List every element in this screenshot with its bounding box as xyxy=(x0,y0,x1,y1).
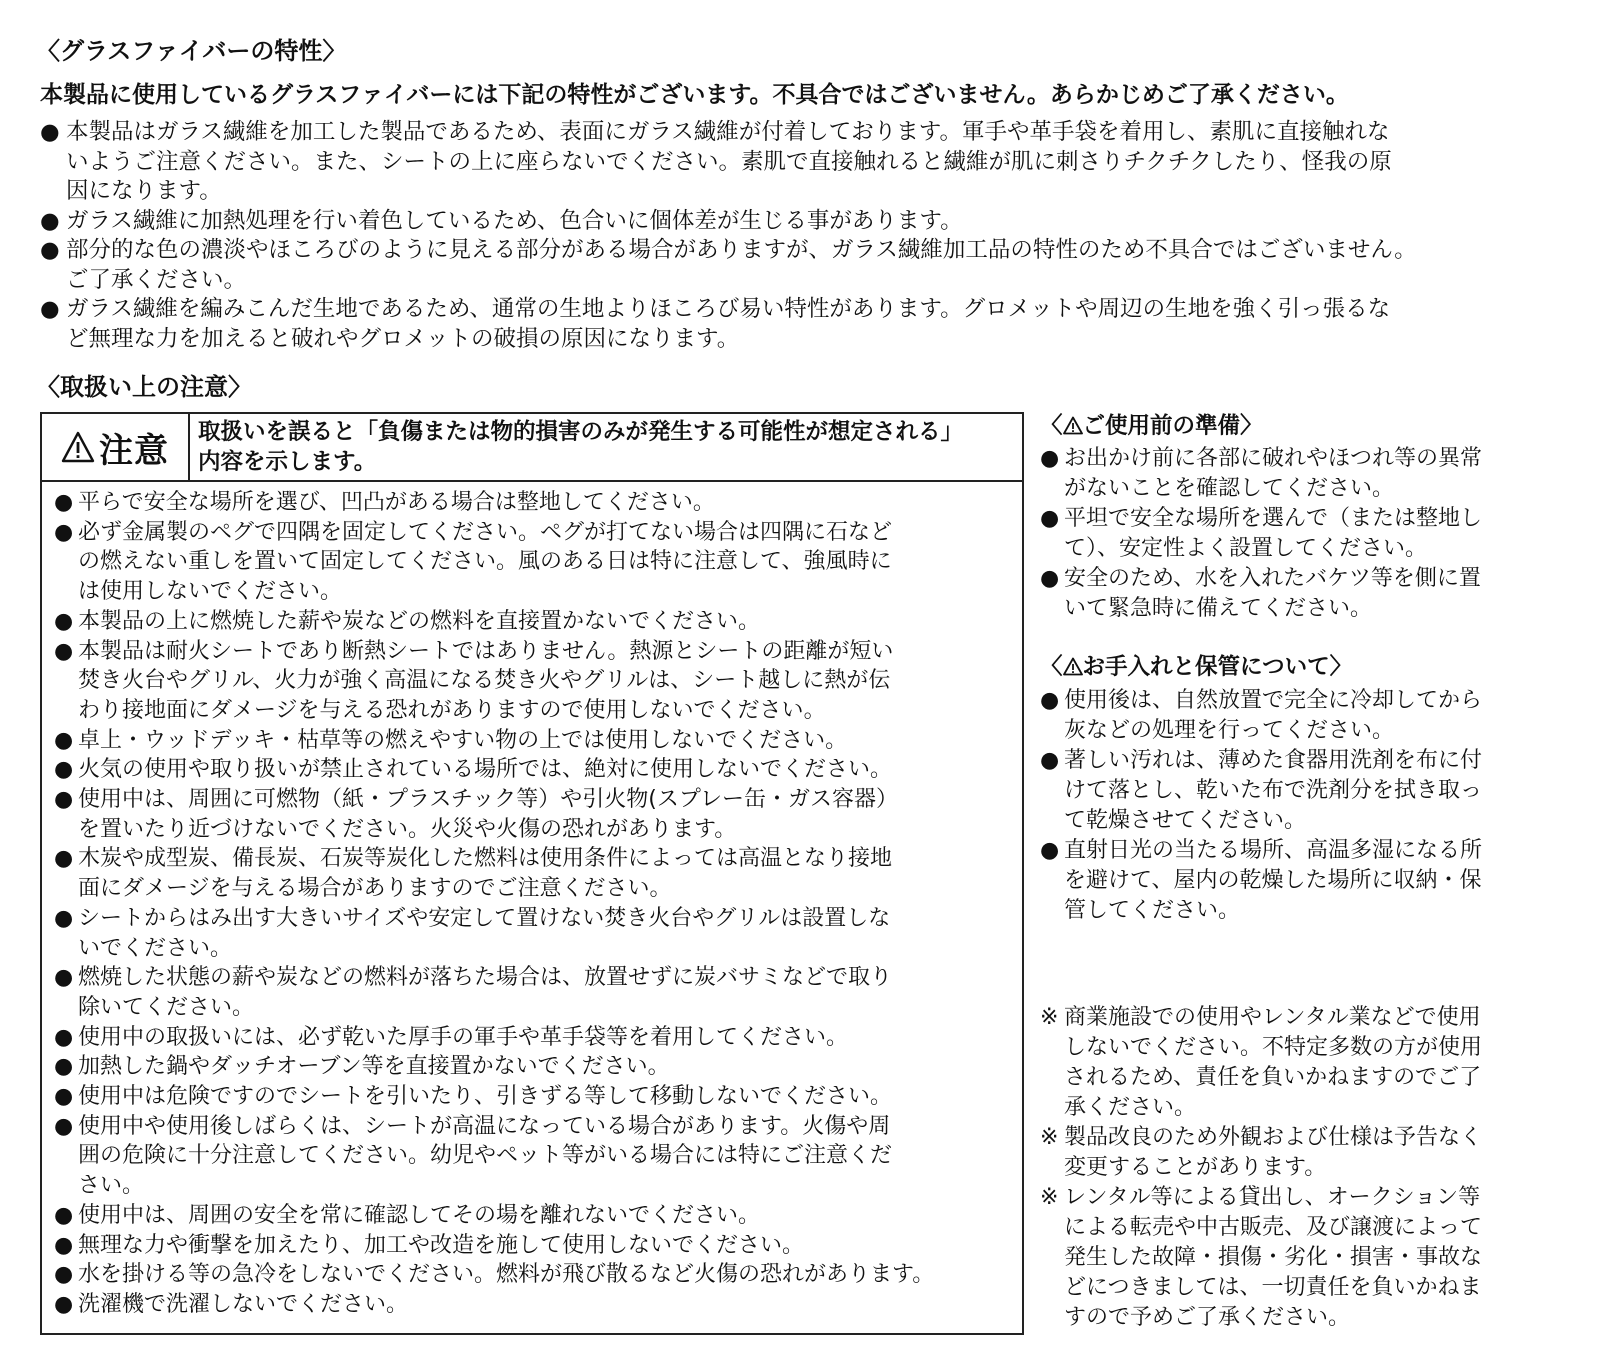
note-item-line: 製品改良のため外観および仕様は予告なく xyxy=(1064,1125,1483,1150)
note-item xyxy=(1040,1003,1482,1123)
prep-item xyxy=(1040,444,1482,504)
prep-item-line: お出かけ前に各部に破れやほつれ等の異常 xyxy=(1064,446,1483,471)
handling-item xyxy=(54,607,934,637)
handling-item-line: 燃焼した状態の薪や炭などの燃料が落ちた場合は、放置せずに炭バサミなどで取り xyxy=(78,965,893,991)
caution-description-line: 取扱いを誤ると「負傷または物的損害のみが発生する可能性が想定される」 xyxy=(198,419,964,445)
handling-item xyxy=(54,637,934,726)
handling-item-line: の燃えない重しを置いて固定してください。風のある日は特に注意して、強風時に xyxy=(78,549,892,575)
caution-badge xyxy=(42,414,190,480)
caution-box xyxy=(40,412,1024,1335)
care-item-line: けて落とし、乾いた布で洗剤分を拭き取っ xyxy=(1064,778,1483,803)
handling-item-line: 水を掛ける等の急冷をしないでください。燃料が飛び散るなど火傷の恐れがあります。 xyxy=(78,1262,935,1288)
prep-title xyxy=(1040,411,1263,441)
care-item-line: 直射日光の当たる場所、高温多湿になる所 xyxy=(1064,838,1483,863)
care-item-line: 著しい汚れは、薄めた食器用洗剤を布に付 xyxy=(1064,748,1483,773)
note-item-line: 発生した故障・損傷・劣化・損害・事故な xyxy=(1064,1245,1483,1270)
note-mark: ※ xyxy=(1040,1005,1059,1030)
care-title xyxy=(1040,652,1352,682)
care-item-line: て乾燥させてください。 xyxy=(1064,808,1307,833)
handling-item xyxy=(54,963,934,1022)
handling-item-line: 卓上・ウッドデッキ・枯草等の燃えやすい物の上では使用しないでください。 xyxy=(78,727,848,753)
bullet-mark: ● xyxy=(54,519,74,545)
bullet-mark: ● xyxy=(54,1054,74,1080)
glass-fiber-item-line: ガラス繊維に加熱処理を行い着色しているため、色合いに個体差が生じる事があります。 xyxy=(66,207,963,234)
glass-fiber-item xyxy=(40,207,1560,237)
prep-item-line: 安全のため、水を入れたバケツ等を側に置 xyxy=(1064,566,1481,591)
handling-item xyxy=(54,1290,934,1320)
caution-header xyxy=(42,414,1022,482)
handling-item xyxy=(54,844,934,903)
prep-item-line: て）、安定性よく設置してください。 xyxy=(1064,536,1428,561)
warning-triangle-icon xyxy=(61,431,95,463)
bullet-mark: ● xyxy=(1040,838,1060,863)
care-title-bracket: 〈 xyxy=(1040,654,1063,680)
notes-list xyxy=(1040,1003,1482,1333)
glass-fiber-item xyxy=(40,236,1560,295)
glass-fiber-item-line: ご了承ください。 xyxy=(66,266,247,293)
prep-item xyxy=(1040,504,1482,564)
note-item-line: レンタル等による貸出し、オークション等 xyxy=(1064,1185,1481,1210)
glass-fiber-item-line: ガラス繊維を編みこんだ生地であるため、通常の生地よりほころび易い特性があります。グロメットや周辺の生地を強く引っ張るな xyxy=(66,296,1391,322)
bullet-mark: ● xyxy=(54,1262,74,1288)
care-item xyxy=(1040,686,1482,746)
care-item-line: 灰などの処理を行ってください。 xyxy=(1064,718,1395,743)
bullet-mark: ● xyxy=(54,965,74,991)
glass-fiber-intro: 本製品に使用しているグラスファイバーには下記の特性がございます。不具合ではございません。あらかじめご了承ください。 xyxy=(40,82,1349,108)
note-item-line: されるため、責任を負いかねますのでご了 xyxy=(1064,1065,1482,1090)
glass-fiber-title: 〈グラスファイバーの特性〉 xyxy=(36,37,347,65)
note-item-line: による転売や中古販売、及び譲渡によって xyxy=(1064,1215,1483,1240)
bullet-mark: ● xyxy=(54,846,74,872)
bullet-mark: ● xyxy=(1040,446,1060,471)
bullet-mark: ● xyxy=(54,638,74,664)
handling-item-line: 無理な力や衝撃を加えたり、加工や改造を施して使用しないでください。 xyxy=(78,1232,805,1258)
handling-item xyxy=(54,785,934,844)
note-item-line: しないでください。不特定多数の方が使用 xyxy=(1064,1035,1483,1060)
care-title-text: お手入れと保管について〉 xyxy=(1082,654,1353,680)
note-item-line: どにつきましては、一切責任を負いかねま xyxy=(1064,1275,1482,1300)
handling-item xyxy=(54,1052,934,1082)
care-item-line: 管してください。 xyxy=(1064,898,1241,923)
prep-item-line: がないことを確認してください。 xyxy=(1064,476,1395,501)
caution-description-line: 内容を示します。 xyxy=(198,449,377,475)
handling-item-line: 木炭や成型炭、備長炭、石炭等炭化した燃料は使用条件によっては高温となり接地 xyxy=(78,846,893,872)
handling-item-line: 焚き火台やグリル、火力が強く高温になる焚き火やグリルは、シート越しに熱が伝 xyxy=(78,668,891,694)
handling-item-line: 使用中は、周囲の安全を常に確認してその場を離れないでください。 xyxy=(78,1202,761,1228)
handling-item-line: 本製品の上に燃焼した薪や炭などの燃料を直接置かないでください。 xyxy=(78,608,761,634)
note-mark: ※ xyxy=(1040,1185,1059,1210)
bullet-mark: ● xyxy=(54,1024,74,1050)
handling-item-line: シートからはみ出す大きいサイズや安定して置けない焚き火台やグリルは設置しな xyxy=(78,905,891,931)
handling-item-line: 使用中や使用後しばらくは、シートが高温になっている場合があります。火傷や周 xyxy=(78,1113,891,1139)
bullet-mark: ● xyxy=(54,608,74,634)
bullet-mark: ● xyxy=(1040,748,1060,773)
handling-item xyxy=(54,1082,934,1112)
handling-item-line: 加熱した鍋やダッチオーブン等を直接置かないでください。 xyxy=(78,1054,670,1080)
bullet-mark: ● xyxy=(54,727,74,753)
care-item-line: を避けて、屋内の乾燥した場所に収納・保 xyxy=(1064,868,1482,893)
handling-item xyxy=(54,1231,934,1261)
handling-item xyxy=(54,755,934,785)
glass-fiber-item-line: 部分的な色の濃淡やほころびのように見える部分がある場合がありますが、ガラス繊維加工品の特性のため不具合ではございません。 xyxy=(66,237,1417,263)
note-item-line: 承ください。 xyxy=(1064,1095,1197,1120)
warning-triangle-icon xyxy=(1063,416,1083,435)
glass-fiber-item-line: ど無理な力を加えると破れやグロメットの破損の原因になります。 xyxy=(66,325,740,352)
bullet-mark: ● xyxy=(54,1113,74,1139)
bullet-mark: ● xyxy=(54,905,74,931)
prep-list xyxy=(1040,444,1482,624)
bullet-mark: ● xyxy=(40,207,60,234)
bullet-mark: ● xyxy=(54,1291,74,1317)
note-item-line: 商業施設での使用やレンタル業などで使用 xyxy=(1064,1005,1481,1030)
handling-item-line: 使用中は危険ですのでシートを引いたり、引きずる等して移動しないでください。 xyxy=(78,1084,893,1110)
care-item xyxy=(1040,746,1482,836)
care-list xyxy=(1040,686,1482,926)
note-item-line: 変更することがあります。 xyxy=(1064,1155,1327,1180)
handling-item-line: を置いたり近づけないでください。火災や火傷の恐れがあります。 xyxy=(78,816,737,842)
bullet-mark: ● xyxy=(54,1202,74,1228)
handling-item-line: 除いてください。 xyxy=(78,994,255,1020)
glass-fiber-item-line: 因になります。 xyxy=(66,178,222,204)
care-item-line: 使用後は、自然放置で完全に冷却してから xyxy=(1064,688,1483,713)
bullet-mark: ● xyxy=(54,1232,74,1258)
handling-item-line: 使用中は、周囲に可燃物（紙・プラスチック等）や引火物(スプレー缶・ガス容器） xyxy=(78,787,898,813)
handling-item-line: は使用しないでください。 xyxy=(78,579,343,605)
bullet-mark: ● xyxy=(54,787,74,813)
handling-item-line: さい。 xyxy=(78,1173,145,1199)
handling-item xyxy=(54,518,934,607)
handling-item xyxy=(54,1260,934,1290)
bullet-mark: ● xyxy=(40,237,60,263)
handling-item-line: 囲の危険に十分注意してください。幼児やペット等がいる場合には特にご注意くだ xyxy=(78,1143,893,1169)
bullet-mark: ● xyxy=(54,757,74,783)
handling-title: 〈取扱い上の注意〉 xyxy=(36,373,252,401)
handling-item xyxy=(54,1023,934,1053)
warning-triangle-icon xyxy=(1063,657,1083,676)
note-mark: ※ xyxy=(1040,1125,1059,1150)
prep-item-line: 平坦で安全な場所を選んで（または整地し xyxy=(1064,506,1483,531)
bullet-mark: ● xyxy=(1040,688,1060,713)
prep-item-line: いて緊急時に備えてください。 xyxy=(1064,596,1373,621)
caution-label: 注意 xyxy=(99,430,169,471)
handling-item-line: 本製品は耐火シートであり断熱シートではありません。熱源とシートの距離が短い xyxy=(78,638,894,664)
note-item-line: すので予めご了承ください。 xyxy=(1064,1305,1351,1330)
handling-item-line: わり接地面にダメージを与える恐れがありますので使用しないでください。 xyxy=(78,697,826,723)
note-item xyxy=(1040,1123,1482,1183)
bullet-mark: ● xyxy=(40,119,60,145)
handling-item-line: いでください。 xyxy=(78,935,233,961)
handling-item xyxy=(54,726,934,756)
bullet-mark: ● xyxy=(1040,566,1060,591)
handling-item-line: 平らで安全な場所を選び、凹凸がある場合は整地してください。 xyxy=(78,490,715,515)
bullet-mark: ● xyxy=(1040,506,1060,531)
handling-item-line: 火気の使用や取り扱いが禁止されている場所では、絶対に使用しないでください。 xyxy=(78,757,893,783)
handling-item-line: 必ず金属製のペグで四隅を固定してください。ペグが打てない場合は四隅に石など xyxy=(78,519,893,545)
prep-item xyxy=(1040,564,1482,624)
glass-fiber-item-line: いようご注意ください。また、シートの上に座らないでください。素肌で直接触れると繊維が肌に刺さりチクチクしたり、怪我の原 xyxy=(66,148,1392,175)
handling-item-line: 洗濯機で洗濯しないでください。 xyxy=(78,1291,409,1317)
care-item xyxy=(1040,836,1482,926)
handling-item xyxy=(54,1201,934,1231)
bullet-mark: ● xyxy=(40,296,60,322)
bullet-mark: ● xyxy=(54,1084,74,1110)
handling-item-line: 面にダメージを与える場合がありますのでご注意ください。 xyxy=(78,876,672,902)
handling-list xyxy=(54,488,934,1320)
glass-fiber-list xyxy=(40,118,1560,354)
prep-title-bracket: 〈 xyxy=(1040,413,1063,439)
glass-fiber-item xyxy=(40,295,1560,354)
handling-item xyxy=(54,904,934,963)
handling-item xyxy=(54,488,934,518)
bullet-mark: ● xyxy=(54,490,74,515)
glass-fiber-item-line: 本製品はガラス繊維を加工した製品であるため、表面にガラス繊維が付着しております。軍手や革手袋を着用し、素肌に直接触れな xyxy=(66,119,1390,145)
prep-title-text: ご使用前の準備〉 xyxy=(1082,413,1263,439)
glass-fiber-item xyxy=(40,118,1560,207)
handling-item xyxy=(54,1112,934,1201)
handling-item-line: 使用中の取扱いには、必ず乾いた厚手の軍手や革手袋等を着用してください。 xyxy=(78,1024,849,1050)
note-item xyxy=(1040,1183,1482,1333)
caution-description xyxy=(198,417,963,477)
